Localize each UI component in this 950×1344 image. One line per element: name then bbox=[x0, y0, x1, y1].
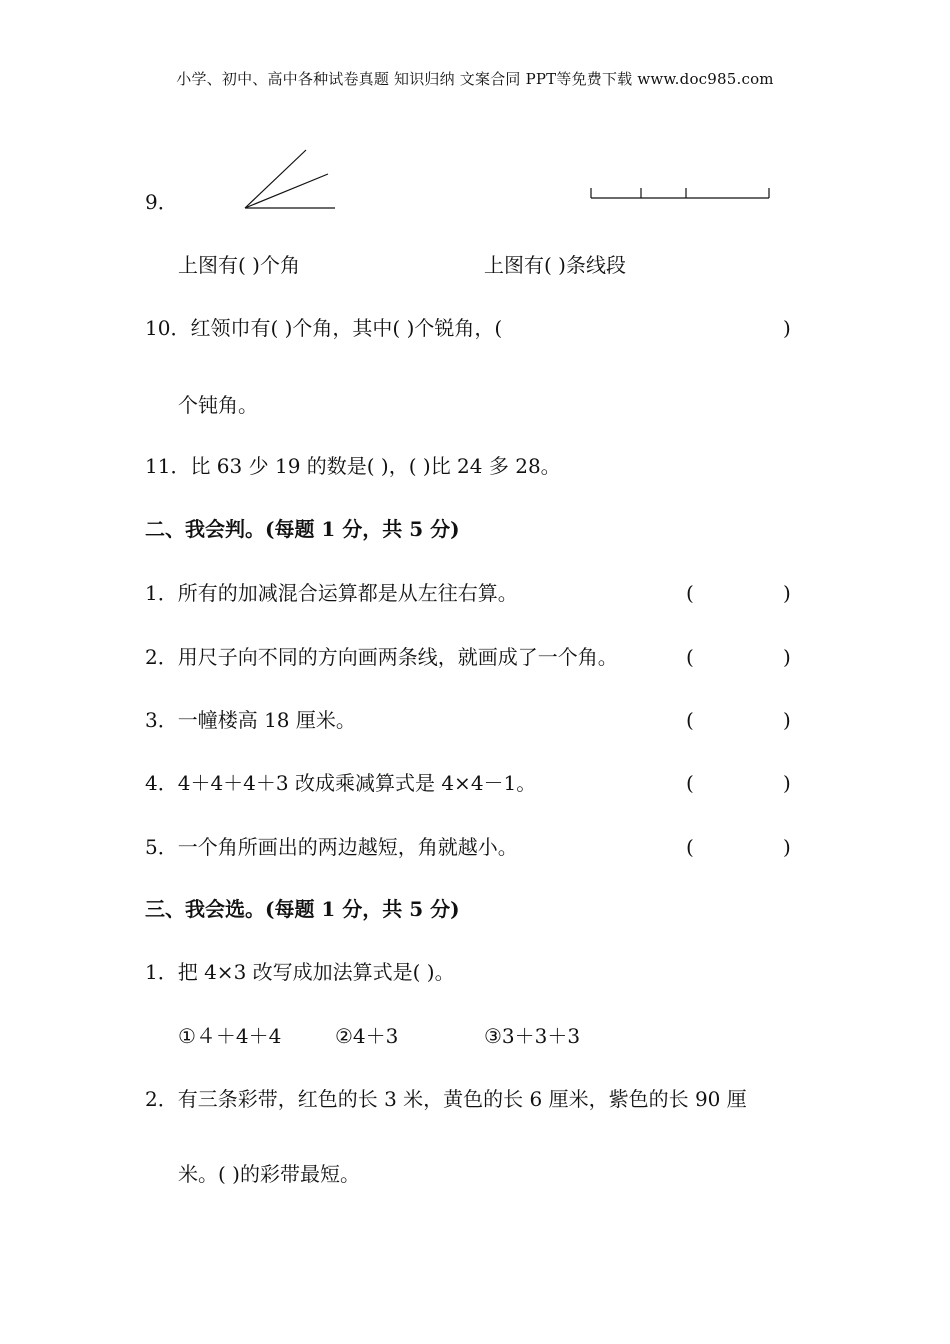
section3-q1: 1．把 4×3 改写成加法算式是( )。 bbox=[145, 960, 455, 984]
q10-line1: 10．红领巾有( )个角，其中( )个锐角，( bbox=[145, 316, 503, 340]
section2-item-3: 3．一幢楼高 18 厘米。 bbox=[145, 708, 356, 732]
q9-number: 9． bbox=[145, 190, 178, 214]
section2-item-4-close: ) bbox=[783, 771, 791, 795]
section2-item-3-open: ( bbox=[686, 708, 694, 732]
q10-close-bracket: ) bbox=[783, 316, 791, 340]
section3-q2-line1: 2．有三条彩带，红色的长 3 米，黄色的长 6 厘米，紫色的长 90 厘 bbox=[145, 1087, 747, 1111]
angle-figure bbox=[240, 145, 340, 215]
section3-q1-option-3: ③3＋3＋3 bbox=[484, 1024, 581, 1048]
section2-item-4-open: ( bbox=[686, 771, 694, 795]
angle-ray-top bbox=[245, 150, 306, 208]
section2-item-1: 1．所有的加减混合运算都是从左往右算。 bbox=[145, 581, 518, 605]
section2-item-3-close: ) bbox=[783, 708, 791, 732]
section2-item-5-close: ) bbox=[783, 835, 791, 859]
q9-segment-caption: 上图有( )条线段 bbox=[484, 253, 626, 277]
section2-item-2-close: ) bbox=[783, 645, 791, 669]
section2-item-2-open: ( bbox=[686, 645, 694, 669]
q10-line2: 个钝角。 bbox=[178, 393, 258, 417]
section2-item-1-close: ) bbox=[783, 581, 791, 605]
angle-ray-middle bbox=[245, 174, 328, 208]
section3-title: 三、我会选。(每题 1 分，共 5 分) bbox=[145, 897, 460, 921]
page-header: 小学、初中、高中各种试卷真题 知识归纳 文案合同 PPT等免费下载 www.doc985.com bbox=[176, 70, 774, 88]
q11-text: 11．比 63 少 19 的数是( )，( )比 24 多 28。 bbox=[145, 454, 561, 478]
segment-figure bbox=[585, 180, 775, 204]
section2-item-4: 4．4＋4＋4＋3 改成乘减算式是 4×4－1。 bbox=[145, 771, 537, 795]
section2-item-5: 5．一个角所画出的两边越短，角就越小。 bbox=[145, 835, 518, 859]
q9-angle-caption: 上图有( )个角 bbox=[178, 253, 300, 277]
section3-q1-option-2: ②4＋3 bbox=[335, 1024, 399, 1048]
section3-q1-option-1: ①４＋4＋4 bbox=[178, 1024, 282, 1048]
section2-item-2: 2．用尺子向不同的方向画两条线，就画成了一个角。 bbox=[145, 645, 618, 669]
section2-title: 二、我会判。(每题 1 分，共 5 分) bbox=[145, 517, 460, 541]
section2-item-5-open: ( bbox=[686, 835, 694, 859]
section3-q2-line2: 米。( )的彩带最短。 bbox=[178, 1162, 360, 1186]
section2-item-1-open: ( bbox=[686, 581, 694, 605]
